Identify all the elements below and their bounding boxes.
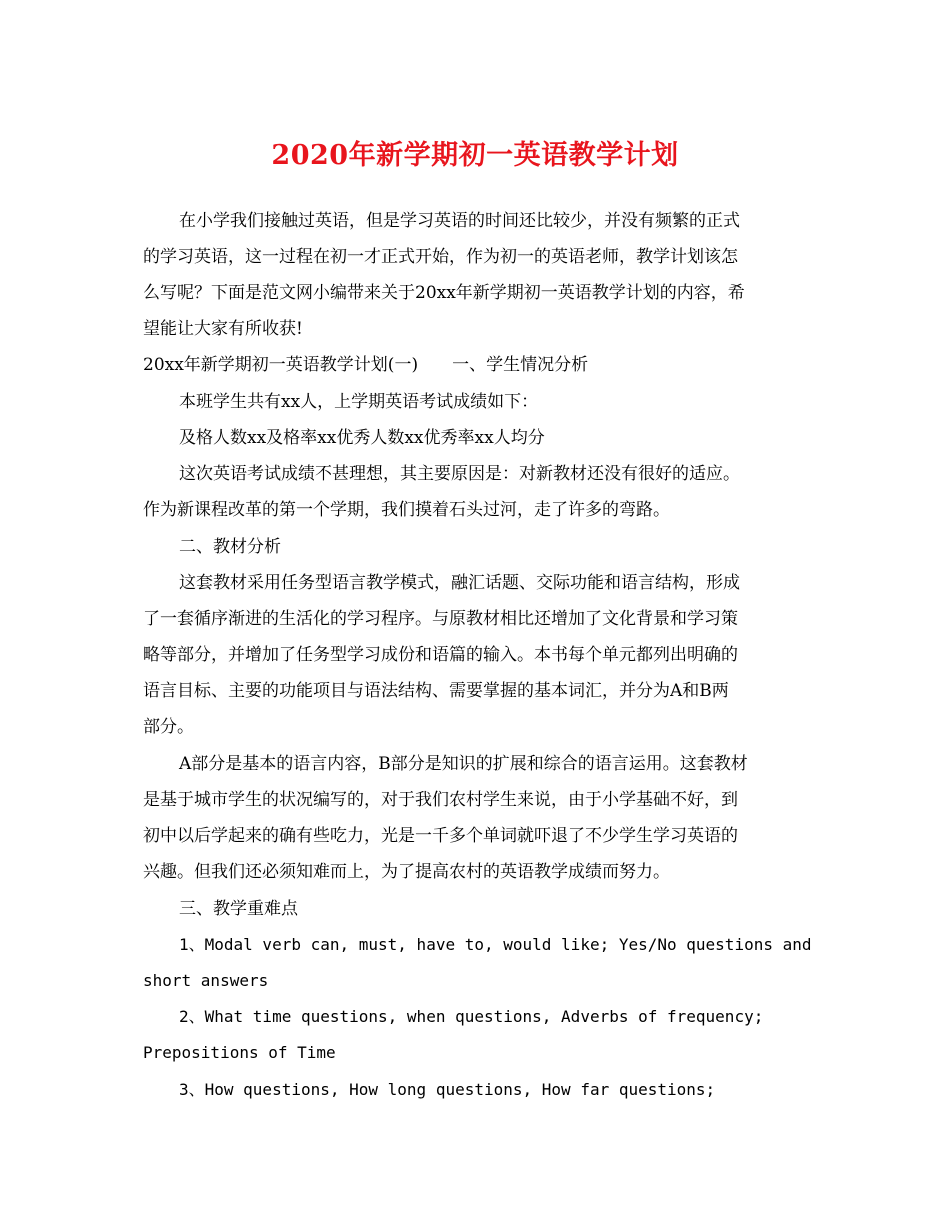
section-heading: 二、教材分析 — [179, 537, 281, 557]
paragraph-line: 这次英语考试成绩不甚理想，其主要原因是：对新教材还没有很好的适应。 — [179, 464, 740, 484]
paragraph-line: 本班学生共有xx人，上学期英语考试成绩如下： — [179, 392, 539, 412]
list-item-line: Prepositions of Time — [143, 1043, 336, 1062]
paragraph-line: A部分是基本的语言内容，B部分是知识的扩展和综合的语言运用。这套教材 — [179, 754, 748, 774]
paragraph-line: 兴趣。但我们还必须知难而上，为了提高农村的英语教学成绩而努力。 — [143, 862, 670, 882]
paragraph-line: 语言目标、主要的功能项目与语法结构、需要掌握的基本词汇，并分为A和B两 — [143, 681, 729, 701]
paragraph-line: 的学习英语，这一过程在初一才正式开始，作为初一的英语老师，教学计划该怎 — [143, 247, 738, 267]
paragraph-line: 作为新课程改革的第一个学期，我们摸着石头过河，走了许多的弯路。 — [143, 500, 670, 520]
paragraph-line: 这套教材采用任务型语言教学模式，融汇话题、交际功能和语言结构，形成 — [179, 573, 740, 593]
paragraph-line: 部分。 — [143, 717, 194, 737]
paragraph-line: 略等部分，并增加了任务型学习成份和语篇的输入。本书每个单元都列出明确的 — [143, 645, 738, 665]
paragraph-line: 望能让大家有所收获! — [143, 319, 303, 339]
list-item-line: short answers — [143, 971, 269, 990]
list-item-line: 3、How questions, How long questions, How far questions; — [179, 1080, 716, 1099]
section-heading: 三、教学重难点 — [179, 899, 298, 919]
paragraph-line: 在小学我们接触过英语，但是学习英语的时间还比较少，并没有频繁的正式 — [179, 211, 740, 231]
section-heading-line: 20xx年新学期初一英语教学计划(一) 一、学生情况分析 — [143, 355, 589, 375]
document-title: 2020年新学期初一英语教学计划 — [271, 140, 679, 171]
list-item-line: 1、Modal verb can, must, have to, would like; Yes/No questions and — [179, 935, 812, 954]
paragraph-line: 是基于城市学生的状况编写的，对于我们农村学生来说，由于小学基础不好，到 — [143, 790, 738, 810]
paragraph-line: 么写呢？下面是范文网小编带来关于20xx年新学期初一英语教学计划的内容，希 — [143, 283, 745, 303]
paragraph-line: 及格人数xx及格率xx优秀人数xx优秀率xx人均分 — [179, 428, 545, 448]
paragraph-line: 初中以后学起来的确有些吃力，光是一千多个单词就吓退了不少学生学习英语的 — [143, 826, 738, 846]
paragraph-line: 了一套循序渐进的生活化的学习程序。与原教材相比还增加了文化背景和学习策 — [143, 609, 738, 629]
list-item-line: 2、What time questions, when questions, Adverbs of frequency; — [179, 1007, 764, 1026]
